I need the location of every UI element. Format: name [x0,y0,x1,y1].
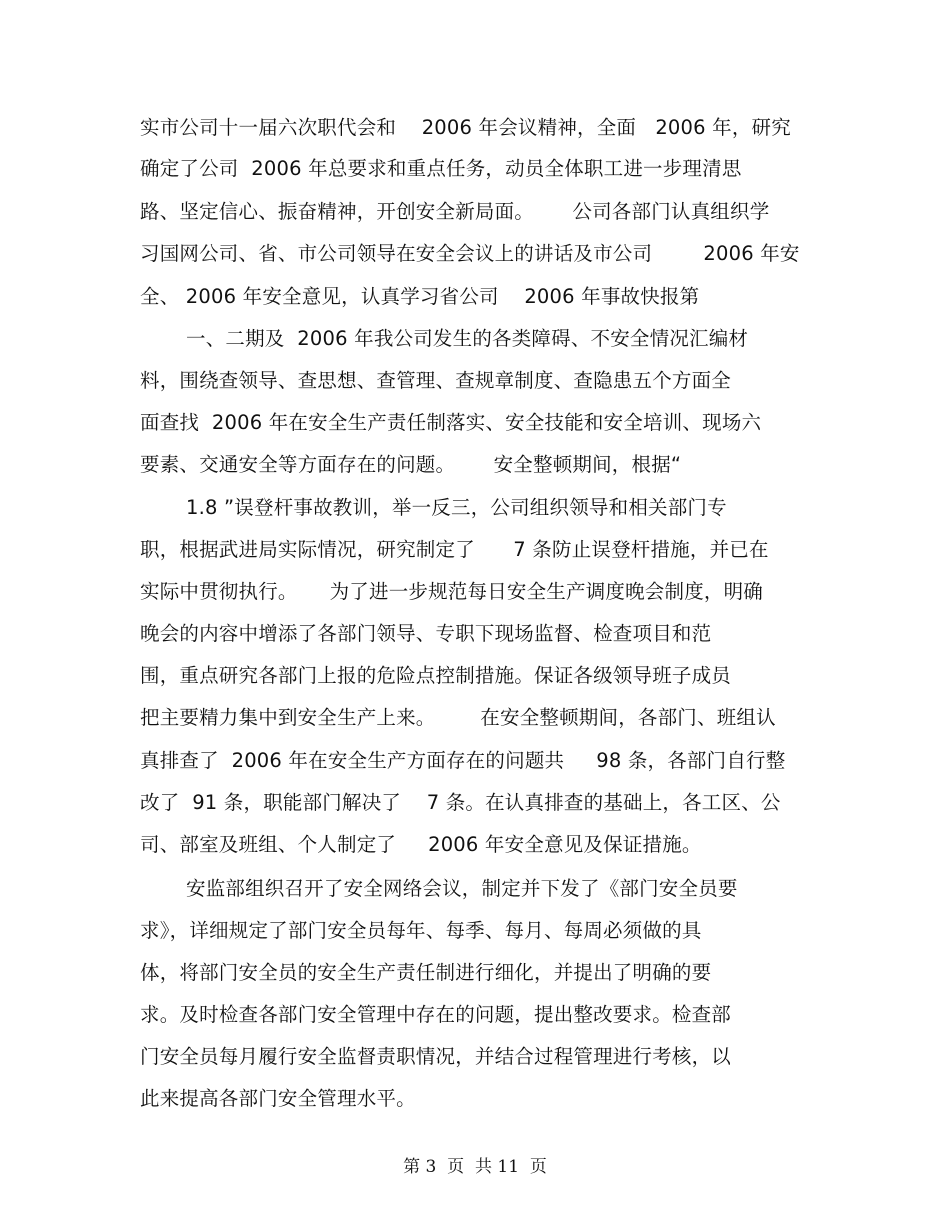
text-line: 晚会的内容中增添了各部门领导、专职下现场监督、检查项目和范 [140,622,712,645]
text-line: 全、 2006 年安全意见，认真学习省公司 2006 年事故快报第 [140,285,700,308]
text-line: 职，根据武进局实际情况，研究制定了 7 条防止误登杆措施，并已在 [140,538,769,561]
text-line: 求》，详细规定了部门安全员每年、每季、每月、每周必须做的具 [140,919,702,942]
text-line: 料，围绕查领导、查思想、查管理、查规章制度、查隐患五个方面全 [140,369,732,392]
text-line: 改了 91 条，职能部门解决了 7 条。在认真排查的基础上，各工区、公 [140,791,781,814]
text-line: 围，重点研究各部门上报的危险点控制措施。保证各级领导班子成员 [140,664,732,687]
text-line: 路、坚定信心、振奋精神，开创安全新局面。 公司各部门认真组织学 [140,200,770,223]
text-line: 面查找 2006 年在安全生产责任制落实、安全技能和安全培训、现场六 [140,411,762,434]
text-line: 门安全员每月履行安全监督责职情况，并结合过程管理进行考核，以 [140,1045,732,1068]
text-line: 确定了公司 2006 年总要求和重点任务，动员全体职工进一步理清思 [140,157,742,180]
text-line: 求。及时检查各部门安全管理中存在的问题，提出整改要求。检查部 [140,1003,732,1026]
text-line: 真排查了 2006 年在安全生产方面存在的问题共 98 条，各部门自行整 [140,749,786,772]
text-line: 安监部组织召开了安全网络会议，制定并下发了《部门安全员要 [186,877,738,900]
text-line: 体，将部门安全员的安全生产责任制进行细化，并提出了明确的要 [140,961,712,984]
text-line: 司、部室及班组、个人制定了 2006 年安全意见及保证措施。 [140,833,702,856]
text-line: 实际中贯彻执行。 为了进一步规范每日安全生产调度晚会制度，明确 [140,580,763,603]
text-line: 要素、交通安全等方面存在的问题。 安全整顿期间，根据“ [140,453,682,476]
text-line: 此来提高各部门安全管理水平。 [140,1087,416,1110]
text-line: 实市公司十一届六次职代会和 2006 年会议精神，全面 2006 年，研究 [140,116,791,139]
page-number-footer: 第 3 页 共 11 页 [403,1157,547,1177]
text-line: 习国网公司、省、市公司领导在安全会议上的讲话及市公司 2006 年安 [140,242,800,265]
text-line: 一、二期及 2006 年我公司发生的各类障碍、不安全情况汇编材 [186,327,749,350]
text-line: 把主要精力集中到安全生产上来。 在安全整顿期间，各部门、班组认 [140,706,776,729]
text-line: 1.8 ”误登杆事故教训，举一反三，公司组织领导和相关部门专 [186,496,727,519]
